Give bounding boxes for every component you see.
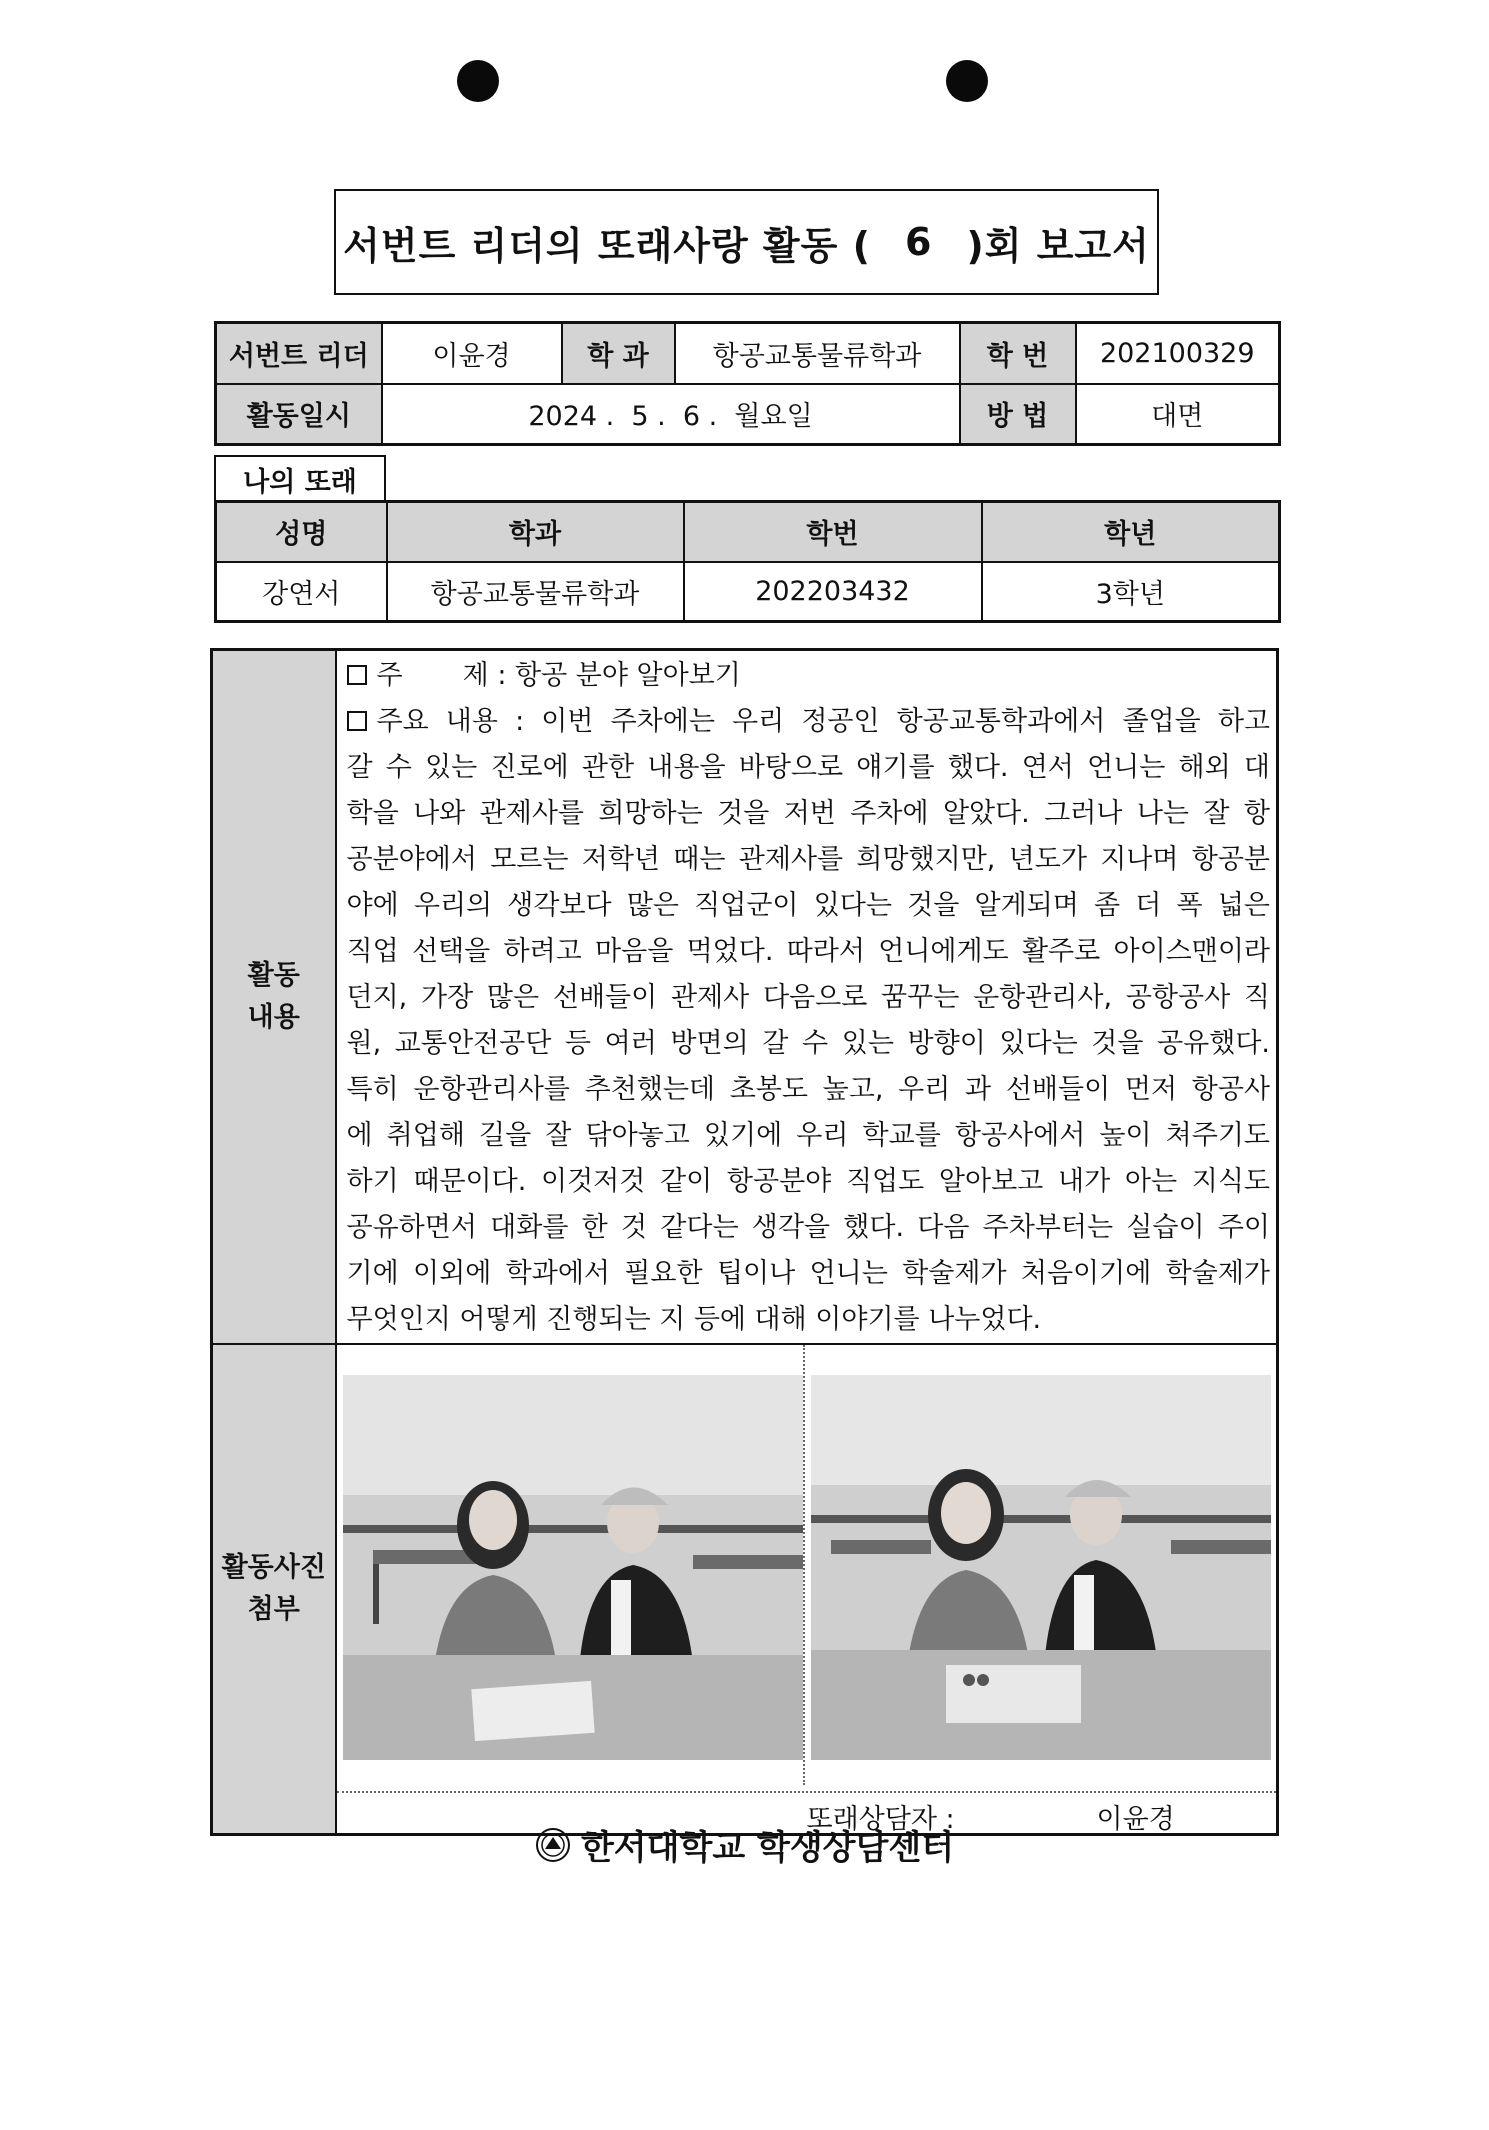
checkbox-icon (347, 665, 367, 685)
mentee-id: 202203432 (684, 562, 982, 622)
activity-content (336, 650, 1278, 1345)
topic-line (347, 653, 1271, 699)
counselor-label: 또래상담자 : (806, 1804, 955, 1835)
activity-photo-2 (811, 1375, 1271, 1760)
counselor-name: 이윤경 (1096, 1804, 1175, 1835)
activity-date-label: 활동일시 (216, 384, 382, 445)
mentee-header-id: 학번 (684, 502, 982, 562)
title-session: 6 (904, 220, 933, 264)
activity-content-label (212, 650, 336, 1345)
content-line: 특히 운항관리사를 추천했는데 초봉도 높고, 우리 과 선배들이 먼저 항공사 (346, 1074, 1270, 1105)
title-prefix: 서번트 리더의 또래사랑 활동 ( (343, 223, 871, 268)
leader-name-label: 서번트 리더 (216, 323, 382, 384)
content-line: 원, 교통안전공단 등 여러 방면의 갈 수 있는 방향이 있다는 것을 공유했다. (346, 1028, 1270, 1059)
punch-hole-left (457, 60, 499, 102)
mentee-header-grade: 학년 (982, 502, 1280, 562)
content-line: 공유하면서 대화를 한 것 같다는 생각을 했다. 다음 주차부터는 실습이 주이 (346, 1212, 1270, 1243)
photo-area (336, 1344, 1278, 1834)
leader-info-table (214, 321, 1281, 446)
content-line: 하기 때문이다. 이것저것 같이 항공분야 직업도 알아보고 내가 아는 지식도 (346, 1166, 1270, 1197)
topic-value: 항공 분야 알아보기 (515, 660, 741, 691)
mentee-dept: 항공교통물류학과 (387, 562, 684, 622)
university-seal-icon (535, 1827, 571, 1863)
checkbox-icon (347, 711, 367, 731)
mentee-header-dept: 학과 (387, 502, 684, 562)
activity-table (210, 648, 1279, 1836)
footer-org: 한서대학교 학생상담센터 (580, 1828, 955, 1868)
content-line: 주요 내용 : 이번 주차에는 우리 정공인 항공교통학과에서 졸업을 하고 (347, 699, 1271, 745)
activity-date: 2024 . 5 . 6 . 월요일 (382, 384, 960, 445)
photo-label (212, 1344, 336, 1834)
topic-label: 주 제 : (376, 660, 507, 691)
mentee-table (214, 500, 1281, 623)
content-line: 던지, 가장 많은 선배들이 관제사 다음으로 꿈꾸는 운항관리사, 공항공사 직 (346, 982, 1270, 1013)
content-line: 무엇인지 어떻게 진행되는 지 등에 대해 이야기를 나누었다. (346, 1304, 1042, 1335)
content-line: 공분야에서 모르는 저학년 때는 관제사를 희망했지만, 년도가 지나며 항공분 (346, 844, 1270, 875)
content-line: 갈 수 있는 진로에 관한 내용을 바탕으로 얘기를 했다. 연서 언니는 해외 대 (346, 752, 1270, 783)
leader-dept-label: 학 과 (562, 323, 675, 384)
photo-label-bottom: 첨부 (247, 1593, 300, 1625)
method-label: 방 법 (960, 384, 1076, 445)
report-title (334, 189, 1159, 295)
mentee-header-name: 성명 (216, 502, 387, 562)
photo-label-top: 활동사진 (221, 1551, 326, 1583)
content-line: 기에 이외에 학과에서 필요한 팁이나 언니는 학술제가 처음이기에 학술제가 (346, 1258, 1270, 1289)
content-line: 직업 선택을 하려고 마음을 먹었다. 따라서 언니에게도 활주로 아이스맨이라 (346, 936, 1270, 967)
title-suffix: )회 보고서 (966, 223, 1150, 268)
content-line: 야에 우리의 생각보다 많은 직업군이 있다는 것을 알게되며 좀 더 폭 넓은 (346, 890, 1270, 921)
leader-name: 이윤경 (382, 323, 562, 384)
footer (0, 1820, 1489, 1869)
punch-hole-right (946, 60, 988, 102)
leader-id-label: 학 번 (960, 323, 1076, 384)
content-line: 에 취업해 길을 잘 닦아놓고 있기에 우리 학교를 항공사에서 높이 쳐주기도 (346, 1120, 1270, 1151)
activity-photo-1 (343, 1375, 803, 1760)
signature-divider (337, 1791, 1277, 1793)
method: 대면 (1076, 384, 1280, 445)
photo-divider (803, 1345, 805, 1785)
activity-label-top: 활동 (247, 960, 300, 991)
leader-dept: 항공교통물류학과 (675, 323, 960, 384)
mentee-name: 강연서 (216, 562, 387, 622)
activity-label-bottom: 내용 (247, 1002, 300, 1033)
leader-id: 202100329 (1076, 323, 1280, 384)
mentee-grade: 3학년 (982, 562, 1280, 622)
content-line: 학을 나와 관제사를 희망하는 것을 저번 주차에 알았다. 그러나 나는 잘 항 (346, 798, 1270, 829)
mentee-section-label: 나의 또래 (214, 455, 386, 501)
